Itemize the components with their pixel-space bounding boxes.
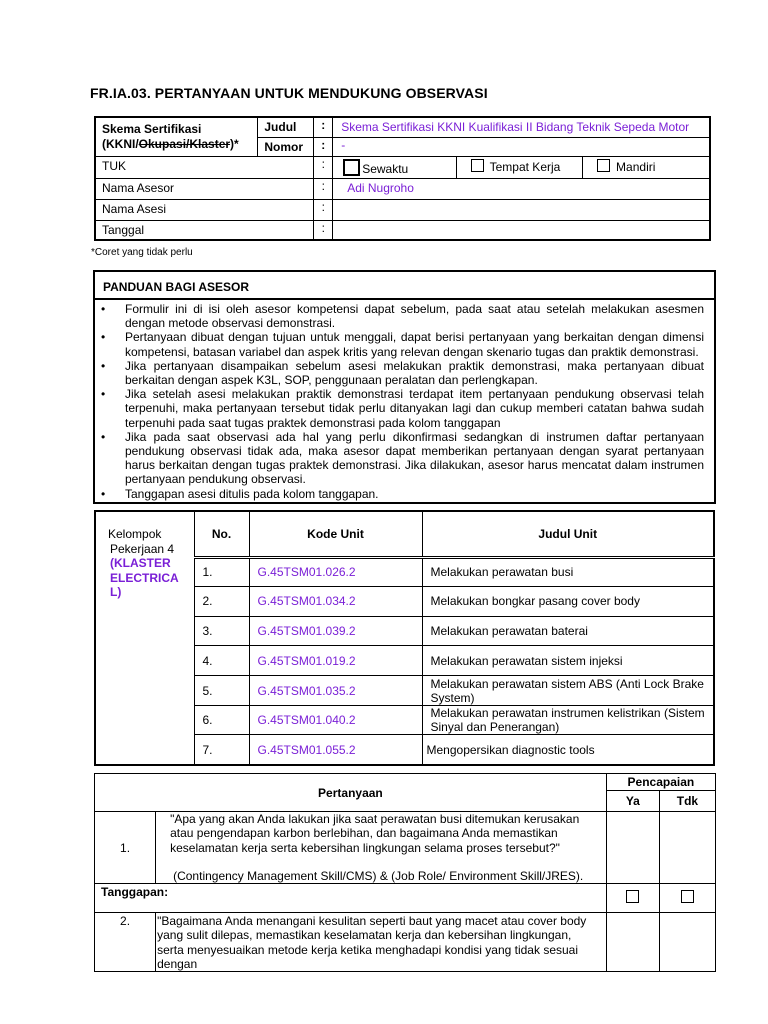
panduan-title: PANDUAN BAGI ASESOR	[95, 272, 714, 300]
unit-no: 7.	[194, 735, 249, 765]
panduan-item: • Tanggapan asesi ditulis pada kolom tanggapan.	[101, 486, 379, 501]
form-title: FR.IA.03. PERTANYAAN UNTUK MENDUKUNG OBSERVASI	[90, 85, 488, 101]
asesor-label: Nama Asesor	[95, 178, 314, 199]
ya-cell	[606, 913, 659, 972]
asesor-value: Adi Nugroho	[333, 178, 710, 199]
col-judul-header: Judul Unit	[422, 511, 714, 557]
panduan-item: • Pertanyaan dibuat dengan tujuan untuk menggali, dapat berisi pertanyaan yang berkaitan dengan dimensi kompetensi, batasan variabel dan aspek kritis yang relevan dengan skenario tugas dan praktik demonstrasi.	[101, 330, 704, 359]
question-row	[95, 812, 716, 884]
tuk-label: TUK	[95, 156, 314, 178]
nomor-value: -	[333, 137, 710, 156]
skema-label-line1: Skema Sertifikasi	[102, 121, 202, 136]
tanggapan-row	[95, 884, 716, 913]
tdk-checkbox[interactable]	[681, 890, 694, 903]
question-no: 2.	[95, 913, 156, 972]
question-no: 1.	[95, 812, 156, 884]
asesi-value[interactable]	[333, 199, 710, 220]
ya-checkbox[interactable]	[626, 890, 639, 903]
tuk-option-sewaktu[interactable]: Sewaktu	[333, 156, 456, 178]
tanggal-colon: :	[314, 220, 333, 240]
tdk-cell	[659, 812, 715, 884]
unit-judul: Melakukan perawatan busi	[422, 557, 714, 586]
tuk-colon: :	[314, 156, 333, 178]
asesor-colon: :	[314, 178, 333, 199]
unit-no: 3.	[194, 616, 249, 645]
question-text: "Apa yang akan Anda lakukan jika saat perawatan busi ditemukan kerusakan atau pengendapan karbon berlebihan, dan bagaimana Anda memastikan keselamatan kerja serta kebersihan lingkungan selama proses tersebut?"	[170, 812, 580, 855]
unit-no: 2.	[194, 586, 249, 616]
nomor-label: Nomor	[258, 137, 314, 156]
panduan-box	[93, 270, 716, 504]
skema-label-line2: (KKNI/Okupasi/Klaster)*	[102, 136, 239, 151]
skema-label-cell	[95, 117, 258, 156]
tanggapan-label: Tanggapan:	[95, 884, 607, 913]
col-tdk-header: Tdk	[659, 791, 715, 812]
tdk-cell	[659, 913, 715, 972]
panduan-item: • Jika pertanyaan disampaikan sebelum asesi melakukan praktik demonstrasi, maka pertanyaan dibuat berkaitan dengan aspek K3L, SOP, penggunaan peralatan dan perlengkapan.	[101, 358, 704, 388]
okupasi-klaster-struck: Okupasi/Klaster	[138, 136, 231, 151]
col-kode-header: Kode Unit	[249, 511, 422, 557]
unit-kode: G.45TSM01.040.2	[249, 706, 422, 735]
unit-judul: Melakukan perawatan sistem injeksi	[422, 646, 714, 676]
panduan-item: • Formulir ini di isi oleh asesor kompetensi dapat sebelum, pada saat atau setelah melakukan asesmen dengan metode observasi demonstrasi.	[101, 302, 704, 331]
klaster-label-1: (KLASTER	[110, 556, 171, 570]
unit-judul: Melakukan bongkar pasang cover body	[422, 586, 714, 616]
ya-checkbox-cell[interactable]	[606, 884, 659, 913]
unit-kode: G.45TSM01.026.2	[249, 557, 422, 586]
asesi-label: Nama Asesi	[95, 199, 314, 220]
col-ya-header: Ya	[606, 791, 659, 812]
col-pencapaian-header: Pencapaian	[606, 774, 715, 791]
unit-judul: Melakukan perawatan baterai	[422, 616, 714, 645]
kelompok-label-1: Kelompok	[108, 527, 162, 541]
tuk-option-mandiri[interactable]: Mandiri	[583, 156, 710, 178]
unit-kode: G.45TSM01.035.2	[249, 676, 422, 706]
mandiri-checkbox[interactable]	[597, 159, 610, 172]
klaster-label-3: L)	[110, 585, 122, 599]
col-pertanyaan-header: Pertanyaan	[95, 774, 607, 812]
question-text-cell	[156, 812, 607, 884]
asesi-colon: :	[314, 199, 333, 220]
col-no-header: No.	[194, 511, 249, 557]
tanggal-value[interactable]	[333, 220, 710, 240]
sewaktu-checkbox[interactable]	[343, 159, 360, 176]
tdk-checkbox-cell[interactable]	[659, 884, 715, 913]
ya-cell	[606, 812, 659, 884]
panduan-item: • Jika pada saat observasi ada hal yang perlu dikonfirmasi sedangkan di instrumen daftar pertanyaan pendukung observasi tidak ada, maka asesor dapat memberikan pertanyaan dengan syarat pertanyaan harus berkaitan dengan tugas praktek demonstrasi. Jika dilakukan, asesor harus mencatat dalam instrumen pertanyaan pendukung observasi.	[101, 429, 704, 487]
unit-judul: Melakukan perawatan instrumen kelistrikan (Sistem Sinyal dan Penerangan)	[422, 706, 714, 735]
judul-value: Skema Sertifikasi KKNI Kualifikasi II Bidang Teknik Sepeda Motor	[333, 117, 710, 137]
unit-no: 1.	[194, 557, 249, 586]
unit-kode: G.45TSM01.039.2	[249, 616, 422, 645]
unit-judul: Melakukan perawatan sistem ABS (Anti Lock Brake System)	[422, 676, 714, 706]
coret-note: *Coret yang tidak perlu	[91, 247, 193, 258]
panduan-list	[95, 302, 714, 501]
unit-no: 4.	[194, 646, 249, 676]
unit-table	[94, 510, 715, 766]
kelompok-label-2: Pekerjaan 4	[110, 541, 175, 556]
kelompok-cell	[95, 511, 194, 765]
unit-kode: G.45TSM01.019.2	[249, 646, 422, 676]
tuk-option-tempat-kerja[interactable]: Tempat Kerja	[456, 156, 582, 178]
unit-no: 6.	[194, 706, 249, 735]
nomor-colon: :	[314, 137, 333, 156]
tanggal-label: Tanggal	[95, 220, 314, 240]
header-table	[94, 116, 711, 241]
klaster-label-2: ELECTRICA	[110, 570, 179, 585]
unit-no: 5.	[194, 676, 249, 706]
pertanyaan-table	[94, 773, 716, 972]
unit-judul: Mengopersikan diagnostic tools	[422, 735, 714, 765]
question-text: "Bagaimana Anda menangani kesulitan seperti baut yang macet atau cover body yang sulit dilepas, memastikan keselamatan kerja dan kebersihan lingkungan, serta menyesuaikan metode kerja ketika menghadapi kondisi yang tidak sesuai dengan	[156, 913, 607, 972]
judul-colon: :	[314, 117, 333, 137]
tempat-kerja-checkbox[interactable]	[471, 159, 484, 172]
panduan-item: • Jika setelah asesi melakukan praktik demonstrasi terdapat item pertanyaan pendukung observasi telah terpenuhi, maka pertanyaan tersebut tidak perlu ditanyakan lagi dan cukup memberi catatan bahwa sudah terpenuhi pada saat tugas praktek demonstrasi pada kolom tanggapan	[101, 387, 704, 430]
question-skill: (Contingency Management Skill/CMS) & (Job Role/ Environment Skill/JRES).	[173, 868, 584, 883]
unit-kode: G.45TSM01.055.2	[249, 735, 422, 765]
judul-label: Judul	[258, 117, 314, 137]
question-row	[95, 913, 716, 972]
unit-kode: G.45TSM01.034.2	[249, 586, 422, 616]
